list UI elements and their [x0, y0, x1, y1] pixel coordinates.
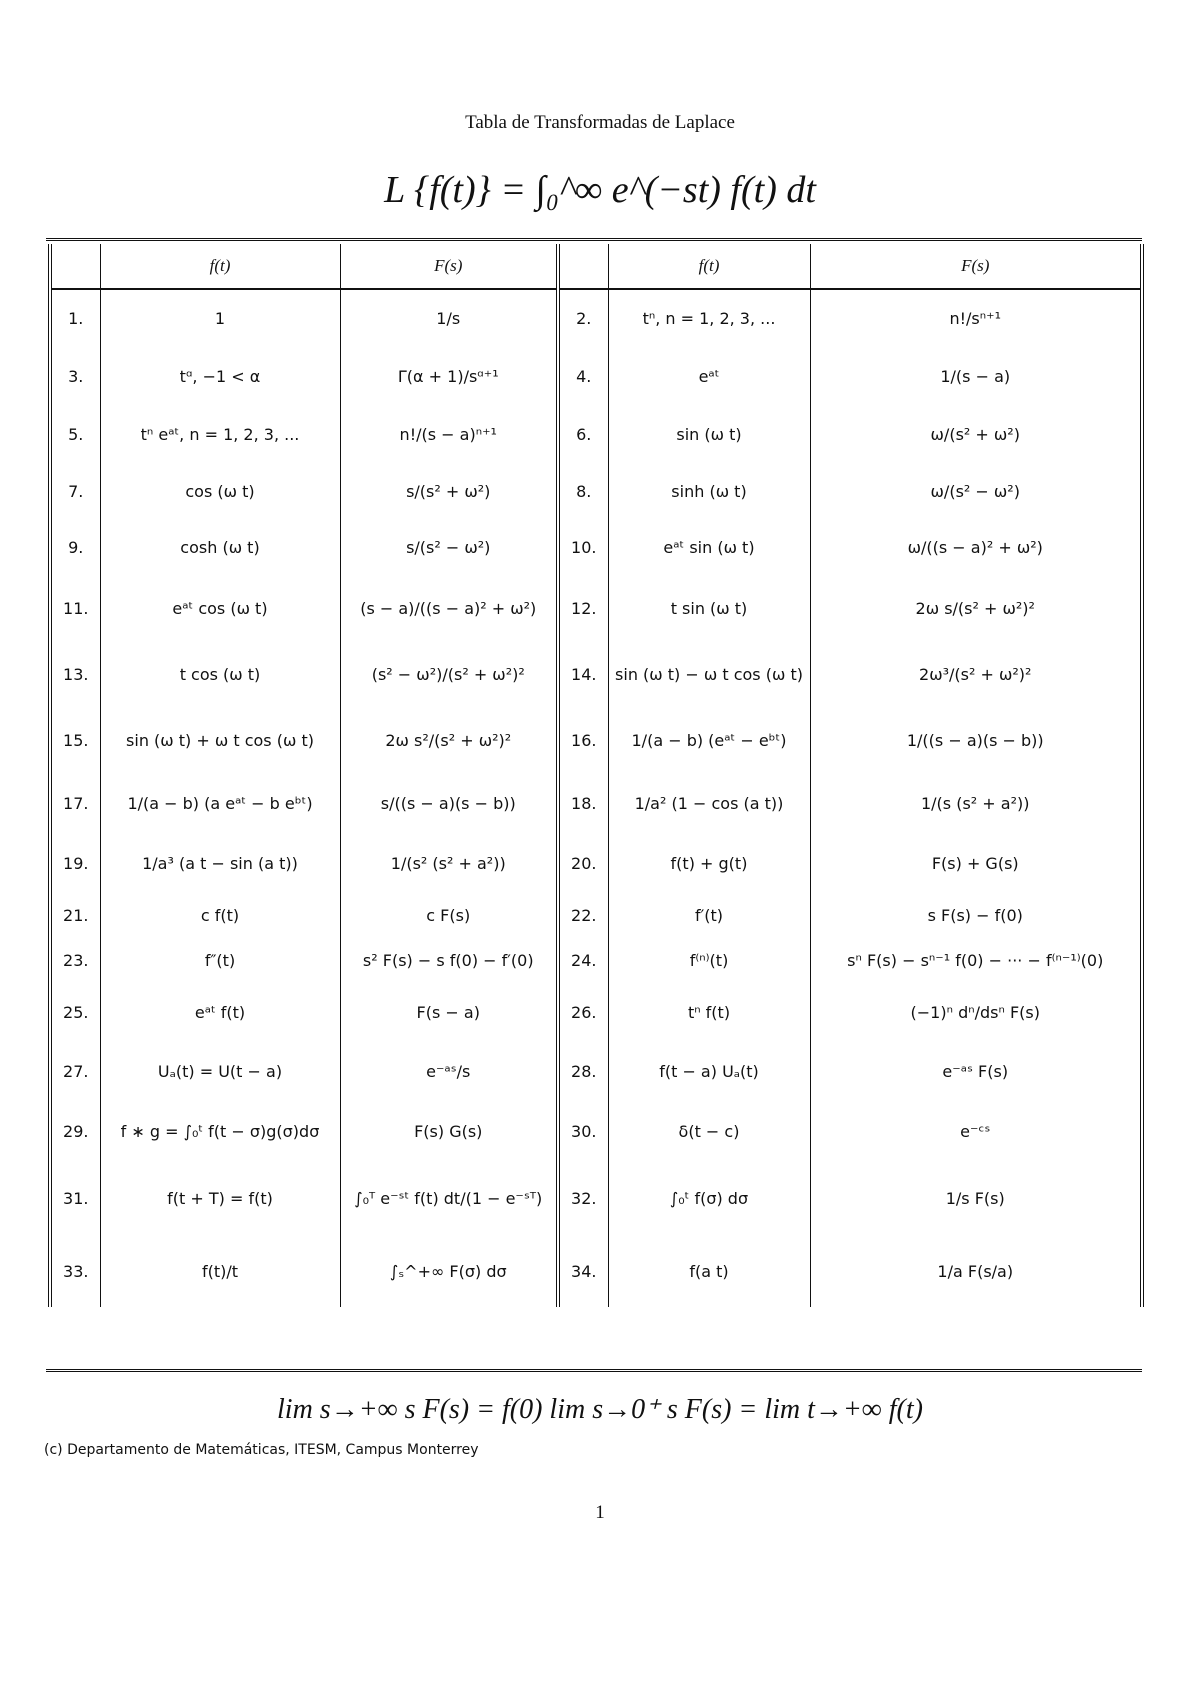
row-number-right: 12. — [558, 575, 608, 641]
transform-F-left: s/(s² + ω²) — [340, 463, 558, 519]
transform-F-right: (−1)ⁿ dⁿ/dsⁿ F(s) — [810, 983, 1142, 1041]
transform-f-right: eᵃᵗ sin (ω t) — [608, 519, 810, 575]
row-number-right: 16. — [558, 707, 608, 773]
copyright-note: (c) Departamento de Matemáticas, ITESM, Campus Monterrey — [44, 1442, 479, 1458]
row-number-left: 33. — [50, 1235, 100, 1307]
transform-f-right: ∫₀ᵗ f(σ) dσ — [608, 1161, 810, 1235]
table-row — [50, 347, 1142, 405]
transform-F-right: sⁿ F(s) − sⁿ⁻¹ f(0) − ··· − f⁽ⁿ⁻¹⁾(0) — [810, 937, 1142, 983]
row-number-left: 29. — [50, 1101, 100, 1161]
transform-F-left: 1/(s² (s² + a²)) — [340, 833, 558, 893]
transform-f-left: sin (ω t) + ω t cos (ω t) — [100, 707, 340, 773]
transform-F-left: s² F(s) − s f(0) − f′(0) — [340, 937, 558, 983]
table-row — [50, 405, 1142, 463]
transform-f-left: Uₐ(t) = U(t − a) — [100, 1041, 340, 1101]
transform-f-left: eᵃᵗ f(t) — [100, 983, 340, 1041]
row-number-right: 28. — [558, 1041, 608, 1101]
transform-f-left: tⁿ eᵃᵗ, n = 1, 2, 3, ... — [100, 405, 340, 463]
limit-theorems: lim s→+∞ s F(s) = f(0) lim s→0⁺ s F(s) = lim t→+∞ f(t) — [277, 1394, 923, 1425]
table-row — [50, 937, 1142, 983]
row-number-right: 26. — [558, 983, 608, 1041]
transform-f-right: f(t − a) Uₐ(t) — [608, 1041, 810, 1101]
row-number-left: 5. — [50, 405, 100, 463]
row-number-left: 9. — [50, 519, 100, 575]
transform-F-right: ω/(s² − ω²) — [810, 463, 1142, 519]
row-number-right: 4. — [558, 347, 608, 405]
transform-F-left: s/(s² − ω²) — [340, 519, 558, 575]
row-number-left: 13. — [50, 641, 100, 707]
table-row — [50, 1041, 1142, 1101]
transform-f-right: f(a t) — [608, 1235, 810, 1307]
table-row — [50, 893, 1142, 937]
transform-F-left: Γ(α + 1)/sᵅ⁺¹ — [340, 347, 558, 405]
row-number-left: 31. — [50, 1161, 100, 1235]
row-number-right: 2. — [558, 289, 608, 347]
transform-F-right: s F(s) − f(0) — [810, 893, 1142, 937]
transform-F-left: c F(s) — [340, 893, 558, 937]
transform-f-left: eᵃᵗ cos (ω t) — [100, 575, 340, 641]
transform-f-right: 1/a² (1 − cos (a t)) — [608, 773, 810, 833]
row-number-left: 21. — [50, 893, 100, 937]
row-number-right: 30. — [558, 1101, 608, 1161]
header-F-right: F(s) — [810, 244, 1142, 289]
header-number-right — [558, 244, 608, 289]
transform-f-right: δ(t − c) — [608, 1101, 810, 1161]
transform-f-left: f″(t) — [100, 937, 340, 983]
transform-f-right: f⁽ⁿ⁾(t) — [608, 937, 810, 983]
table-row — [50, 1161, 1142, 1235]
transform-F-left: n!/(s − a)ⁿ⁺¹ — [340, 405, 558, 463]
table-row — [50, 575, 1142, 641]
transform-F-left: 2ω s²/(s² + ω²)² — [340, 707, 558, 773]
row-number-left: 19. — [50, 833, 100, 893]
laplace-table — [48, 244, 1144, 1307]
row-number-left: 7. — [50, 463, 100, 519]
transform-F-left: ∫ₛ^+∞ F(σ) dσ — [340, 1235, 558, 1307]
transform-F-left: 1/s — [340, 289, 558, 347]
transform-F-left: e⁻ᵃˢ/s — [340, 1041, 558, 1101]
header-f-left: f(t) — [100, 244, 340, 289]
transform-f-right: f(t) + g(t) — [608, 833, 810, 893]
row-number-left: 27. — [50, 1041, 100, 1101]
page-number: 1 — [595, 1502, 605, 1523]
row-number-right: 24. — [558, 937, 608, 983]
row-number-right: 14. — [558, 641, 608, 707]
transform-f-right: tⁿ, n = 1, 2, 3, ... — [608, 289, 810, 347]
transform-F-left: s/((s − a)(s − b)) — [340, 773, 558, 833]
header-F-left: F(s) — [340, 244, 558, 289]
transform-F-right: 1/s F(s) — [810, 1161, 1142, 1235]
transform-f-left: 1 — [100, 289, 340, 347]
table-row — [50, 707, 1142, 773]
transform-f-right: 1/(a − b) (eᵃᵗ − eᵇᵗ) — [608, 707, 810, 773]
transform-F-right: ω/(s² + ω²) — [810, 405, 1142, 463]
table-header-row — [50, 244, 1142, 289]
transform-F-right: 1/(s − a) — [810, 347, 1142, 405]
transform-f-right: eᵃᵗ — [608, 347, 810, 405]
transform-f-left: tᵅ, −1 < α — [100, 347, 340, 405]
transform-f-left: 1/a³ (a t − sin (a t)) — [100, 833, 340, 893]
transform-f-right: sin (ω t) − ω t cos (ω t) — [608, 641, 810, 707]
transform-F-right: e⁻ᵃˢ F(s) — [810, 1041, 1142, 1101]
transform-f-right: tⁿ f(t) — [608, 983, 810, 1041]
table-row — [50, 519, 1142, 575]
row-number-right: 34. — [558, 1235, 608, 1307]
row-number-left: 23. — [50, 937, 100, 983]
table-row — [50, 289, 1142, 347]
header-f-right: f(t) — [608, 244, 810, 289]
row-number-left: 25. — [50, 983, 100, 1041]
transform-F-left: F(s − a) — [340, 983, 558, 1041]
header-number-left — [50, 244, 100, 289]
transform-f-left: f(t)/t — [100, 1235, 340, 1307]
transform-f-right: sinh (ω t) — [608, 463, 810, 519]
transform-F-right: 2ω s/(s² + ω²)² — [810, 575, 1142, 641]
transform-F-right: e⁻ᶜˢ — [810, 1101, 1142, 1161]
row-number-left: 3. — [50, 347, 100, 405]
table-row — [50, 983, 1142, 1041]
transform-F-right: 1/a F(s/a) — [810, 1235, 1142, 1307]
row-number-left: 17. — [50, 773, 100, 833]
row-number-right: 10. — [558, 519, 608, 575]
row-number-right: 6. — [558, 405, 608, 463]
transform-F-right: 2ω³/(s² + ω²)² — [810, 641, 1142, 707]
transform-F-left: (s − a)/((s − a)² + ω²) — [340, 575, 558, 641]
table-row — [50, 833, 1142, 893]
transform-F-right: ω/((s − a)² + ω²) — [810, 519, 1142, 575]
transform-F-left: (s² − ω²)/(s² + ω²)² — [340, 641, 558, 707]
transform-f-left: f(t + T) = f(t) — [100, 1161, 340, 1235]
transform-F-left: F(s) G(s) — [340, 1101, 558, 1161]
transform-f-right: f′(t) — [608, 893, 810, 937]
row-number-right: 18. — [558, 773, 608, 833]
laplace-definition: L {f(t)} = ∫₀^∞ e^(−st) f(t) dt — [384, 169, 816, 211]
row-number-left: 1. — [50, 289, 100, 347]
transform-f-left: cosh (ω t) — [100, 519, 340, 575]
row-number-left: 15. — [50, 707, 100, 773]
transform-F-right: 1/((s − a)(s − b)) — [810, 707, 1142, 773]
row-number-right: 20. — [558, 833, 608, 893]
row-number-right: 22. — [558, 893, 608, 937]
table-row — [50, 773, 1142, 833]
transform-f-right: t sin (ω t) — [608, 575, 810, 641]
transform-F-right: F(s) + G(s) — [810, 833, 1142, 893]
row-number-right: 32. — [558, 1161, 608, 1235]
transform-f-left: t cos (ω t) — [100, 641, 340, 707]
transform-f-left: c f(t) — [100, 893, 340, 937]
table-row — [50, 463, 1142, 519]
transform-f-right: sin (ω t) — [608, 405, 810, 463]
transform-F-left: ∫₀ᵀ e⁻ˢᵗ f(t) dt/(1 − e⁻ˢᵀ) — [340, 1161, 558, 1235]
transform-F-right: n!/sⁿ⁺¹ — [810, 289, 1142, 347]
row-number-right: 8. — [558, 463, 608, 519]
transform-f-left: cos (ω t) — [100, 463, 340, 519]
transform-F-right: 1/(s (s² + a²)) — [810, 773, 1142, 833]
transform-f-left: f ∗ g = ∫₀ᵗ f(t − σ)g(σ)dσ — [100, 1101, 340, 1161]
page-title: Tabla de Transformadas de Laplace — [465, 112, 735, 133]
table-row — [50, 1101, 1142, 1161]
table-row — [50, 641, 1142, 707]
transform-f-left: 1/(a − b) (a eᵃᵗ − b eᵇᵗ) — [100, 773, 340, 833]
table-row — [50, 1235, 1142, 1307]
row-number-left: 11. — [50, 575, 100, 641]
